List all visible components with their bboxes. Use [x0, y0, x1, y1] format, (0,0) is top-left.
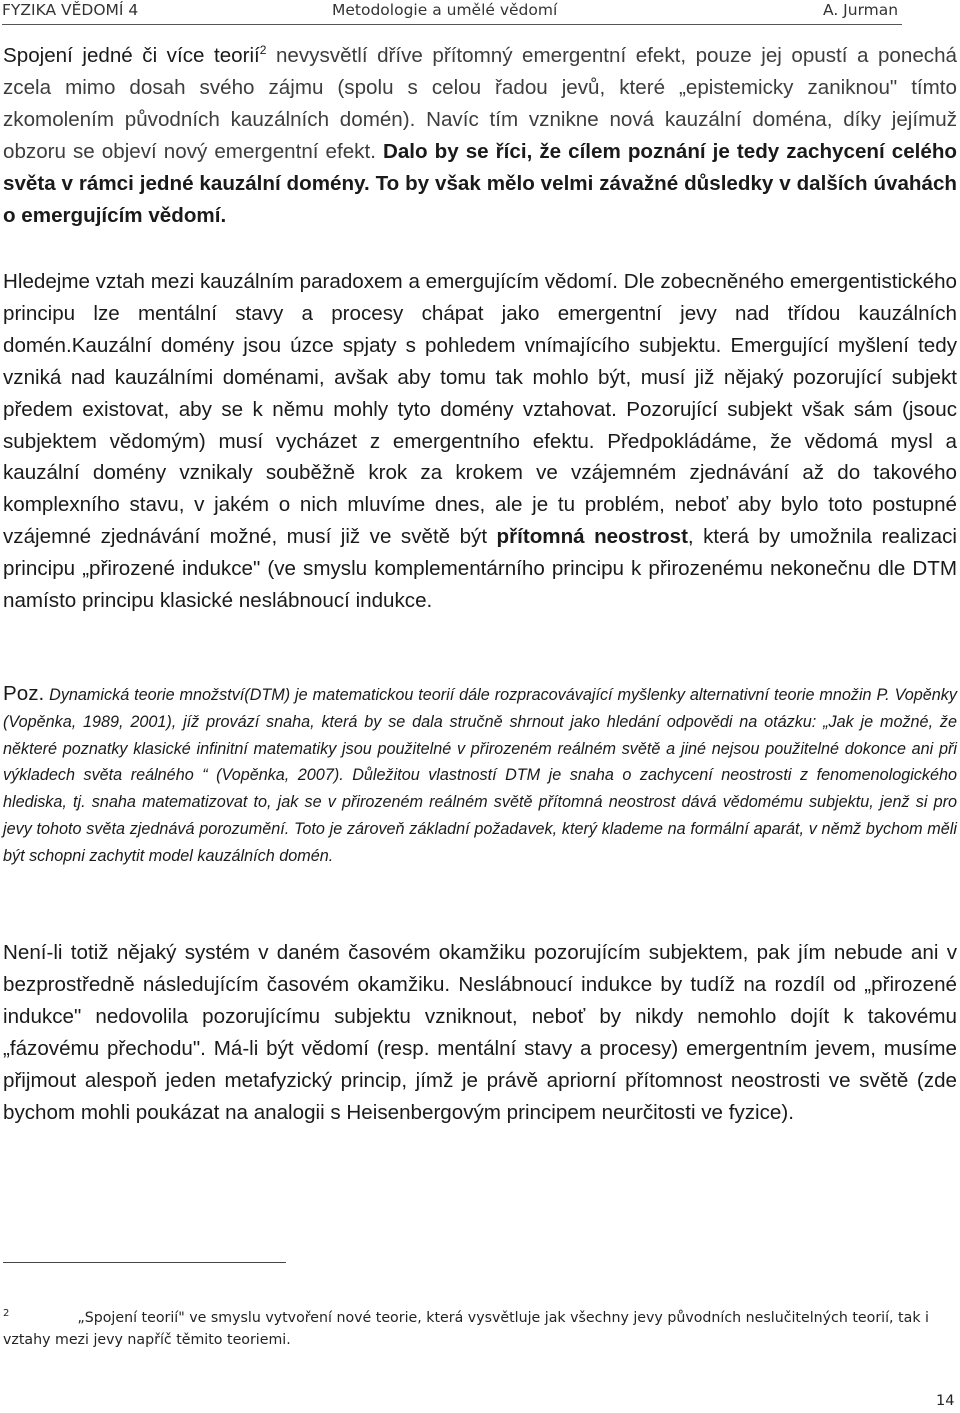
footnote	[3, 1308, 957, 1351]
paragraph-2	[3, 266, 957, 617]
paragraph-2-text: Hledejme vztah mezi kauzálním paradoxem a emergujícím vědomí. Dle zobecněného emergentistického principu lze mentální stavy a procesy chápat jako emergentní jevy nad třídou kauzálních domén.Kauzální domény jsou úzce spjaty s pohledem vnímajícího subjektu. Emergující myšlení tedy vzniká nad kauzálními doménami, avšak aby tomu tak mohlo být, musí již nějaký pozorující subjekt předem existovat, aby se k němu mohly tyto domény vztahovat. Pozorující subjekt však sám (jsouc subjektem vědomým) musí vycházet z emergentního efektu. Předpokládáme, že vědomá mysl a kauzální domény vznikaly souběžně krok za krokem ve vzájemném zjednávání až do takového komplexního stavu, v jakém o nich mluvíme dnes, ale je tu problém, neboť aby bylo toto postupné vzájemné zjednávání možné, musí již ve světě být	[3, 270, 957, 549]
paragraph-2-continuation: , která by umožnila realizaci principu „přirozené indukce" (ve smyslu komplementárního principu k přirozenému nekonečnu dle DTM namísto principu klasické neslábnoucí indukce.	[3, 525, 957, 613]
running-header	[2, 0, 902, 22]
paragraph-1	[3, 40, 957, 232]
header-rule	[2, 24, 902, 25]
footnote-separator	[3, 1262, 286, 1263]
note-label: Poz.	[3, 682, 45, 705]
footnote-number: 2	[3, 1308, 10, 1319]
header-author: A. Jurman	[823, 1, 899, 19]
footnote-reference[interactable]: 2	[259, 43, 267, 58]
paragraph-3-text: Není-li totiž nějaký systém v daném časovém okamžiku pozorujícím subjektem, pak jím nebude ani v bezprostředně následujícím časovém okamžiku. Neslábnoucí indukce by tudíž na rozdíl od „přirozené indukce" nedovolila pozorujícímu subjektu vzniknout, neboť by nikdy nemohlo dojít k takovému „fázovému přechodu". Má-li být vědomí (resp. mentální stavy a procesy) emergentním jevem, musíme přijmout alespoň jeden metafyzický princip, jímž je právě apriorní přítomnost neostrosti ve světě (zde bychom mohli poukázat na analogii s Heisenbergovým principem neurčitosti ve fyzice).	[3, 941, 957, 1124]
header-title: FYZIKA VĚDOMÍ 4	[2, 1, 139, 19]
note-block	[3, 681, 957, 870]
paragraph-1-text: Spojení jedné či více teorií	[3, 44, 260, 67]
footnote-text: „Spojení teorií" ve smyslu vytvoření nové teorie, která vysvětluje jak všechny jevy původních neslučitelných teorií, tak i vztahy mezi jevy napříč těmito teoriemi.	[3, 1310, 929, 1348]
note-text: Dynamická teorie množství(DTM) je matematickou teorií dále rozpracovávající myšlenky alternativní teorie množin P. Vopěnky (Vopěnka, 1989, 2001), jíž provází snaha, která by se dala stručně shrnout jako hledání odpovědi na otázku: „Jak je možné, že některé poznatky klasické infinitní matematiky jsou použitelné v přirozeném reálném světě a jiné nejsou použitelné dokonce ani při výkladech světa reálného “ (Vopěnka, 2007). Důležitou vlastností DTM je snaha o zachycení neostrosti z fenomenologického hlediska, tj. snaha matematizovat to, jak se v přirozeném reálném světě přítomná neostrost dává vědomému subjektu, jenž si pro jevy tohoto světa zjednává porozumění. Toto je zároveň základní požadavek, který klademe na formální aparát, v němž bychom měli být schopni zachytit model kauzálních domén.	[3, 686, 957, 865]
paragraph-3	[3, 937, 957, 1129]
paragraph-1-emphasis: Dalo by se říci, že cílem poznání je tedy zachycení celého světa v rámci jedné kauzální domény. To by však mělo velmi závažné důsledky v dalších úvahách o emergujícím vědomí.	[3, 140, 957, 227]
page-number: 14	[936, 1393, 955, 1409]
header-chapter: Metodologie a umělé vědomí	[332, 1, 558, 19]
paragraph-2-emphasis: přítomná neostrost	[496, 525, 688, 549]
paragraph-1-continuation: nevysvětlí dříve přítomný emergentní efekt, pouze jej opustí a ponechá zcela mimo dosah svého zájmu (spolu s celou řadou jevů, které „epistemicky zaniknou" tímto zkomolením původních kauzálních domén). Navíc tím vznikne nová kauzální doména, díky jejímuž obzoru se objeví nový emergentní efekt.	[3, 44, 957, 163]
